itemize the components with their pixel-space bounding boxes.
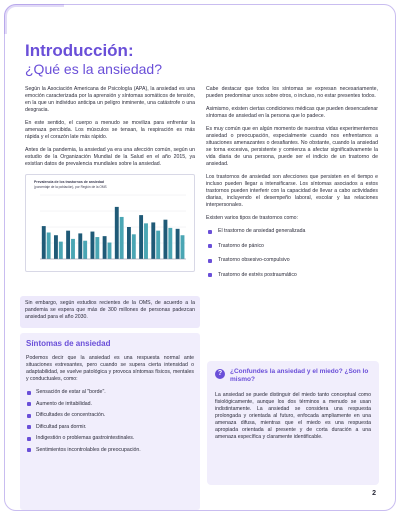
list-item: Sentimientos incontrolables de preocupación. bbox=[26, 447, 194, 454]
callout-text: La ansiedad se puede distinguir del miedo tanto conceptual como fisiológicamente, aunque los dos términos a menudo se usan indistintamente. La ansiedad se considera una respuesta prolongada y orientada al futuro, enfocada ampliamente en una amenaza difusa, mientras que el miedo es una respuesta apropiada orientada al presente y de corta duración a una amenaza específica y claramente identificable. bbox=[215, 392, 371, 440]
chart-subtitle: (porcentaje de la población), por Región de la OMS bbox=[34, 185, 107, 189]
chart-bar bbox=[95, 237, 99, 259]
chart-bar bbox=[78, 233, 82, 259]
chart-bar bbox=[66, 231, 70, 259]
page-subtitle: ¿Qué es la ansiedad? bbox=[25, 61, 162, 77]
chart-bar bbox=[139, 215, 143, 259]
list-item: Trastorno obsesivo-compulsivo bbox=[206, 257, 378, 264]
chart-bar bbox=[132, 234, 136, 259]
chart-title: Prevalencia de los trastornos de ansiedad bbox=[34, 180, 105, 184]
symptoms-list bbox=[26, 389, 194, 454]
chart-bar bbox=[115, 207, 119, 259]
chart-bar bbox=[144, 223, 148, 259]
page-number: 2 bbox=[372, 490, 376, 497]
disorder-types-list bbox=[206, 228, 378, 279]
chart-bar bbox=[163, 220, 167, 259]
prevalence-chart bbox=[25, 174, 195, 272]
chart-bar bbox=[90, 232, 94, 259]
list-item: Trastorno de pánico bbox=[206, 243, 378, 250]
anxiety-vs-fear-callout bbox=[207, 361, 379, 485]
callout-header bbox=[215, 368, 371, 384]
chart-bar bbox=[59, 242, 63, 259]
list-item: Dificultad para dormir. bbox=[26, 424, 194, 431]
symptoms-section bbox=[20, 333, 200, 510]
list-item: Indigestión o problemas gastrointestinales. bbox=[26, 435, 194, 442]
chart-bar bbox=[83, 241, 87, 259]
list-item: Trastorno de estrés postraumático bbox=[206, 272, 378, 279]
chart-bar bbox=[168, 228, 172, 259]
list-item: El trastorno de ansiedad generalizada bbox=[206, 228, 378, 235]
intro-paragraph-2: En este sentido, el cuerpo a menudo se moviliza para enfrentar la amenaza percibida. Los músculos se tensan, la respiración es más rápida y el corazón late más rápido. bbox=[25, 120, 195, 140]
right-paragraph-3: Es muy común que en algún momento de nuestras vidas experimentemos ansiedad o preocupación, especialmente cuando nos enfrentamos a situaciones amenazantes o desafiantes. No obstante, cuando la ansiedad se torna excesiva, persistente y comienza a afectar significativamente la vida diaria de una persona, puede ser el indicio de un trastorno de ansiedad. bbox=[206, 126, 378, 167]
right-paragraph-2: Asimismo, existen ciertas condiciones médicas que pueden desencadenar síntomas de ansiedad en la persona que lo padece. bbox=[206, 106, 378, 119]
symptoms-intro: Podemos decir que la ansiedad es una respuesta normal ante situaciones estresantes, pero cuando se supera cierta intensidad o adaptabilidad, se vuelve patológica y provoca síntomas físicos, mentales y conductuales, como: bbox=[26, 355, 194, 382]
corner-decoration bbox=[4, 4, 64, 34]
types-intro: Existen varios tipos de trastornos como: bbox=[206, 215, 298, 221]
chart-bar bbox=[120, 217, 124, 259]
list-item: Aumento de irritabilidad. bbox=[26, 401, 194, 408]
symptoms-heading: Síntomas de ansiedad bbox=[26, 339, 111, 348]
chart-bar bbox=[156, 231, 160, 259]
page-title: Introducción: bbox=[25, 41, 134, 60]
chart-bar bbox=[103, 236, 107, 259]
chart-bar bbox=[54, 235, 58, 259]
chart-bar bbox=[176, 229, 180, 259]
chart-bar bbox=[127, 227, 131, 259]
right-paragraph-4: Los trastornos de ansiedad son afecciones que persisten en el tiempo e incluso pueden llegar a intensificarse. Los síntomas asociados a estos trastornos pueden interferir con la capacidad de llevar a cabo actividades diarias, incluyendo el desempeño laboral, escolar y las relaciones interpersonales. bbox=[206, 174, 378, 208]
chart-bar bbox=[181, 235, 185, 259]
chart-bar bbox=[151, 222, 155, 259]
callout-title: ¿Confundes la ansiedad y el miedo? ¿Son lo mismo? bbox=[230, 368, 369, 383]
left-column bbox=[25, 86, 195, 280]
intro-paragraph-3: Antes de la pandemia, la ansiedad ya era una afección común, según un estudio de la Organización Mundial de la Salud en el año 2015, ya existían datos de prevalencia mundiales sobre la ansiedad. bbox=[25, 147, 195, 167]
list-item: Sensación de estar al "borde". bbox=[26, 389, 194, 396]
right-paragraph-1: Cabe destacar que todos los síntomas se expresan necesariamente, pueden predominar unos sobre otros, o incluso, no estar presentes todos. bbox=[206, 86, 378, 99]
chart-bar bbox=[71, 239, 75, 259]
oms-info-box bbox=[20, 296, 200, 328]
intro-paragraph-1: Según la Asociación Americana de Psicología (APA), la ansiedad es una emoción caracterizada por la aprensión y síntomas somáticos de tensión, en la que un individuo anticipa un peligro inminente, una catástrofe o una desgracia. bbox=[25, 86, 195, 113]
chart-bar bbox=[108, 243, 112, 259]
oms-info-text: Sin embargo, según estudios recientes de la OMS, de acuerdo a la pandemia se espera que más de 300 millones de personas padezcan ansiedad para el año 2030. bbox=[25, 300, 195, 320]
chart-plot bbox=[26, 175, 194, 271]
list-item: Dificultades de concentración. bbox=[26, 412, 194, 419]
chart-bar bbox=[42, 226, 46, 259]
chart-bar bbox=[47, 232, 51, 259]
right-column bbox=[206, 86, 378, 286]
question-icon: ? bbox=[215, 369, 225, 379]
